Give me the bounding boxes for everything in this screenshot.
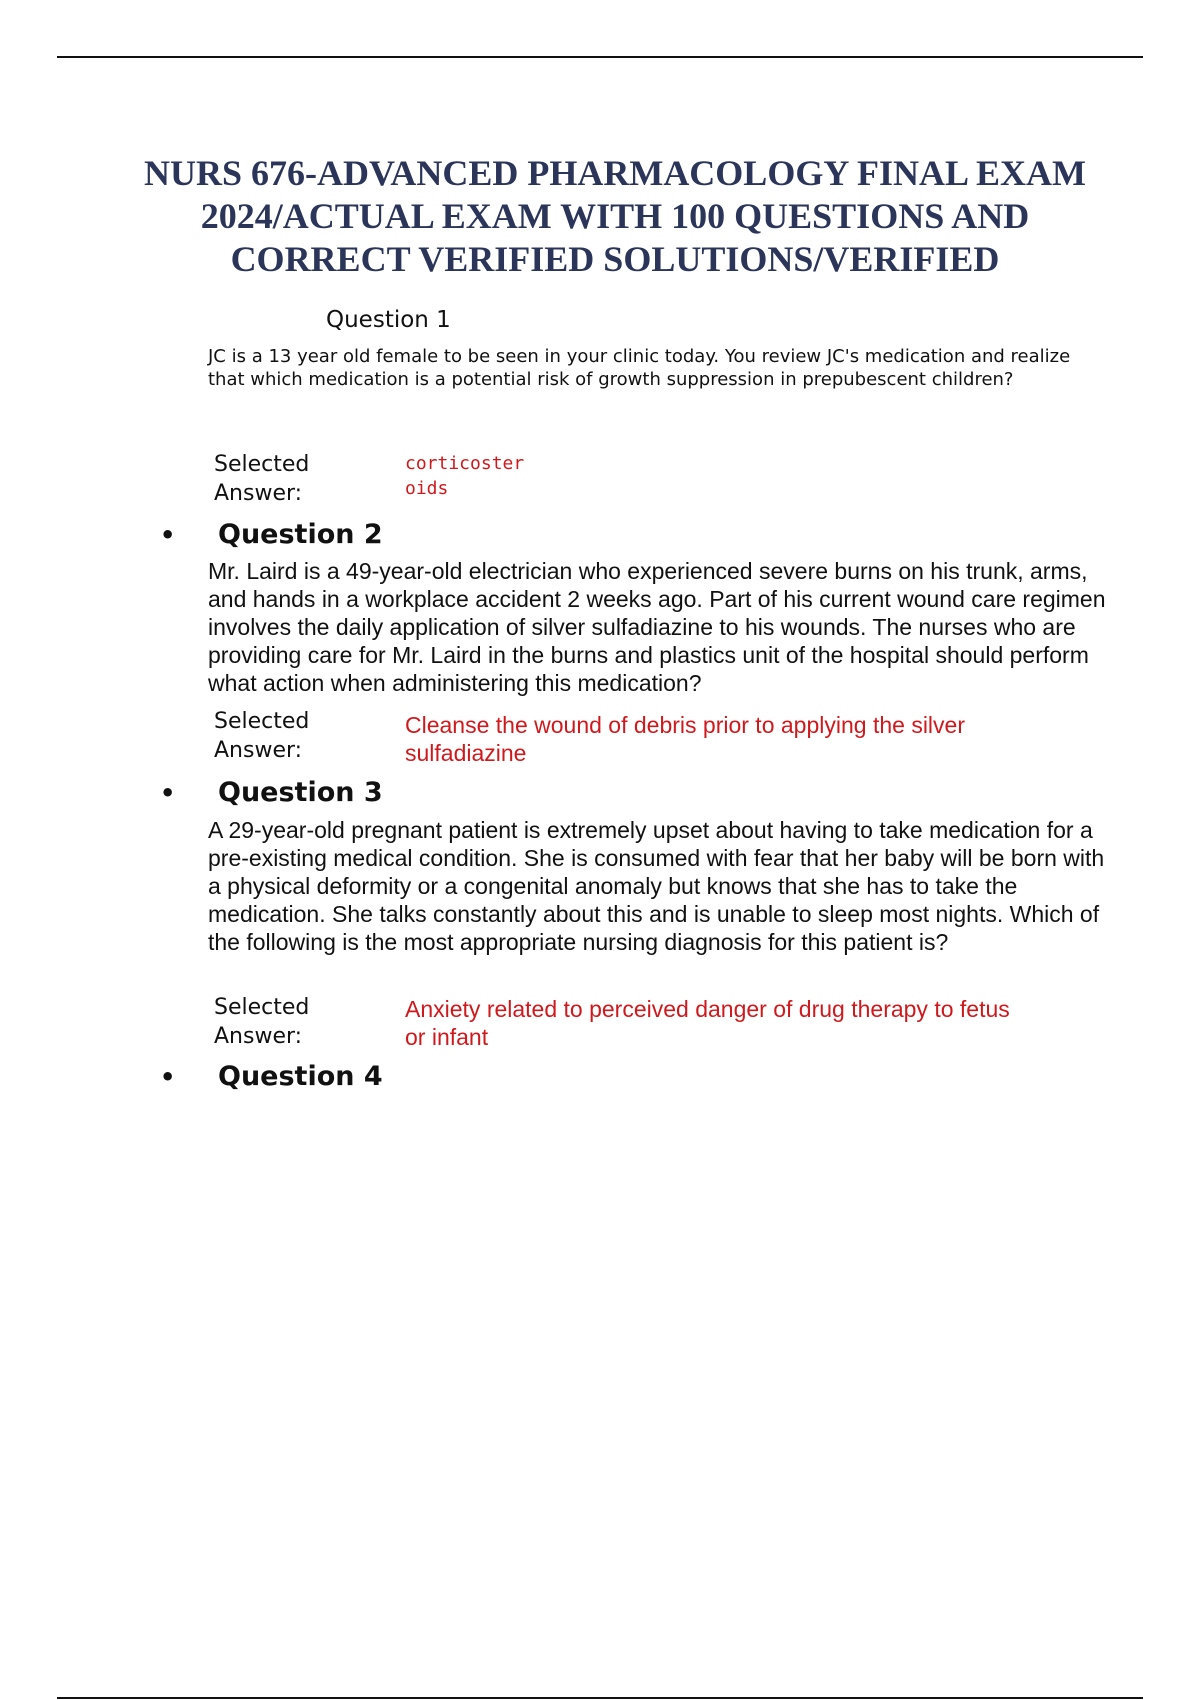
question-3-selected-answer: Anxiety related to perceived danger of drug therapy to fetus or infant	[405, 996, 1010, 1050]
document-title: NURS 676-ADVANCED PHARMACOLOGY FINAL EXAM 2024/ACTUAL EXAM WITH 100 QUESTIONS AND CORRECT VERIFIED SOLUTIONS/VERIFIED	[143, 153, 1086, 279]
question-4-heading	[160, 1060, 383, 1094]
question-3-title: Question 3	[218, 777, 383, 808]
bottom-rule	[57, 1697, 1143, 1699]
question-1-text: JC is a 13 year old female to be seen in your clinic today. You review JC's medication and realize that which medication is a potential risk of growth suppression in prepubescent children?	[208, 346, 1071, 390]
question-3-selected-label: Selected Answer:	[214, 995, 310, 1049]
bullet-icon: •	[160, 779, 176, 807]
bullet-icon: •	[160, 1063, 176, 1091]
question-2-selected-answer: Cleanse the wound of debris prior to applying the silver sulfadiazine	[405, 712, 965, 766]
question-2-title: Question 2	[218, 519, 383, 550]
question-2-text: Mr. Laird is a 49-year-old electrician who experienced severe burns on his trunk, arms, and hands in a workplace accident 2 weeks ago. Part of his current wound care regimen involves the daily application of silver sulfadiazine to his wounds. The nurses who are providing care for Mr. Laird in the burns and plastics unit of the hospital should perform what action when administering this medication?	[208, 558, 1106, 696]
question-3-text: A 29-year-old pregnant patient is extremely upset about having to take medication for a pre-existing medical condition. She is consumed with fear that her baby will be born with a physical deformity or a congenital anomaly but knows that she has to take the medication. She talks constantly about this and is unable to sleep most nights. Which of the following is the most appropriate nursing diagnosis for this patient is?	[208, 817, 1105, 955]
question-4-title: Question 4	[218, 1061, 383, 1092]
question-2-selected-label: Selected Answer:	[214, 709, 310, 763]
top-rule	[57, 56, 1143, 58]
question-1-heading: Question 1	[326, 307, 451, 333]
question-3-heading	[160, 776, 383, 810]
bullet-icon: •	[160, 521, 176, 549]
question-1-selected-answer: corticosteroids	[405, 453, 525, 499]
question-2-heading	[160, 518, 383, 552]
question-1-selected-label: Selected Answer:	[214, 452, 310, 506]
